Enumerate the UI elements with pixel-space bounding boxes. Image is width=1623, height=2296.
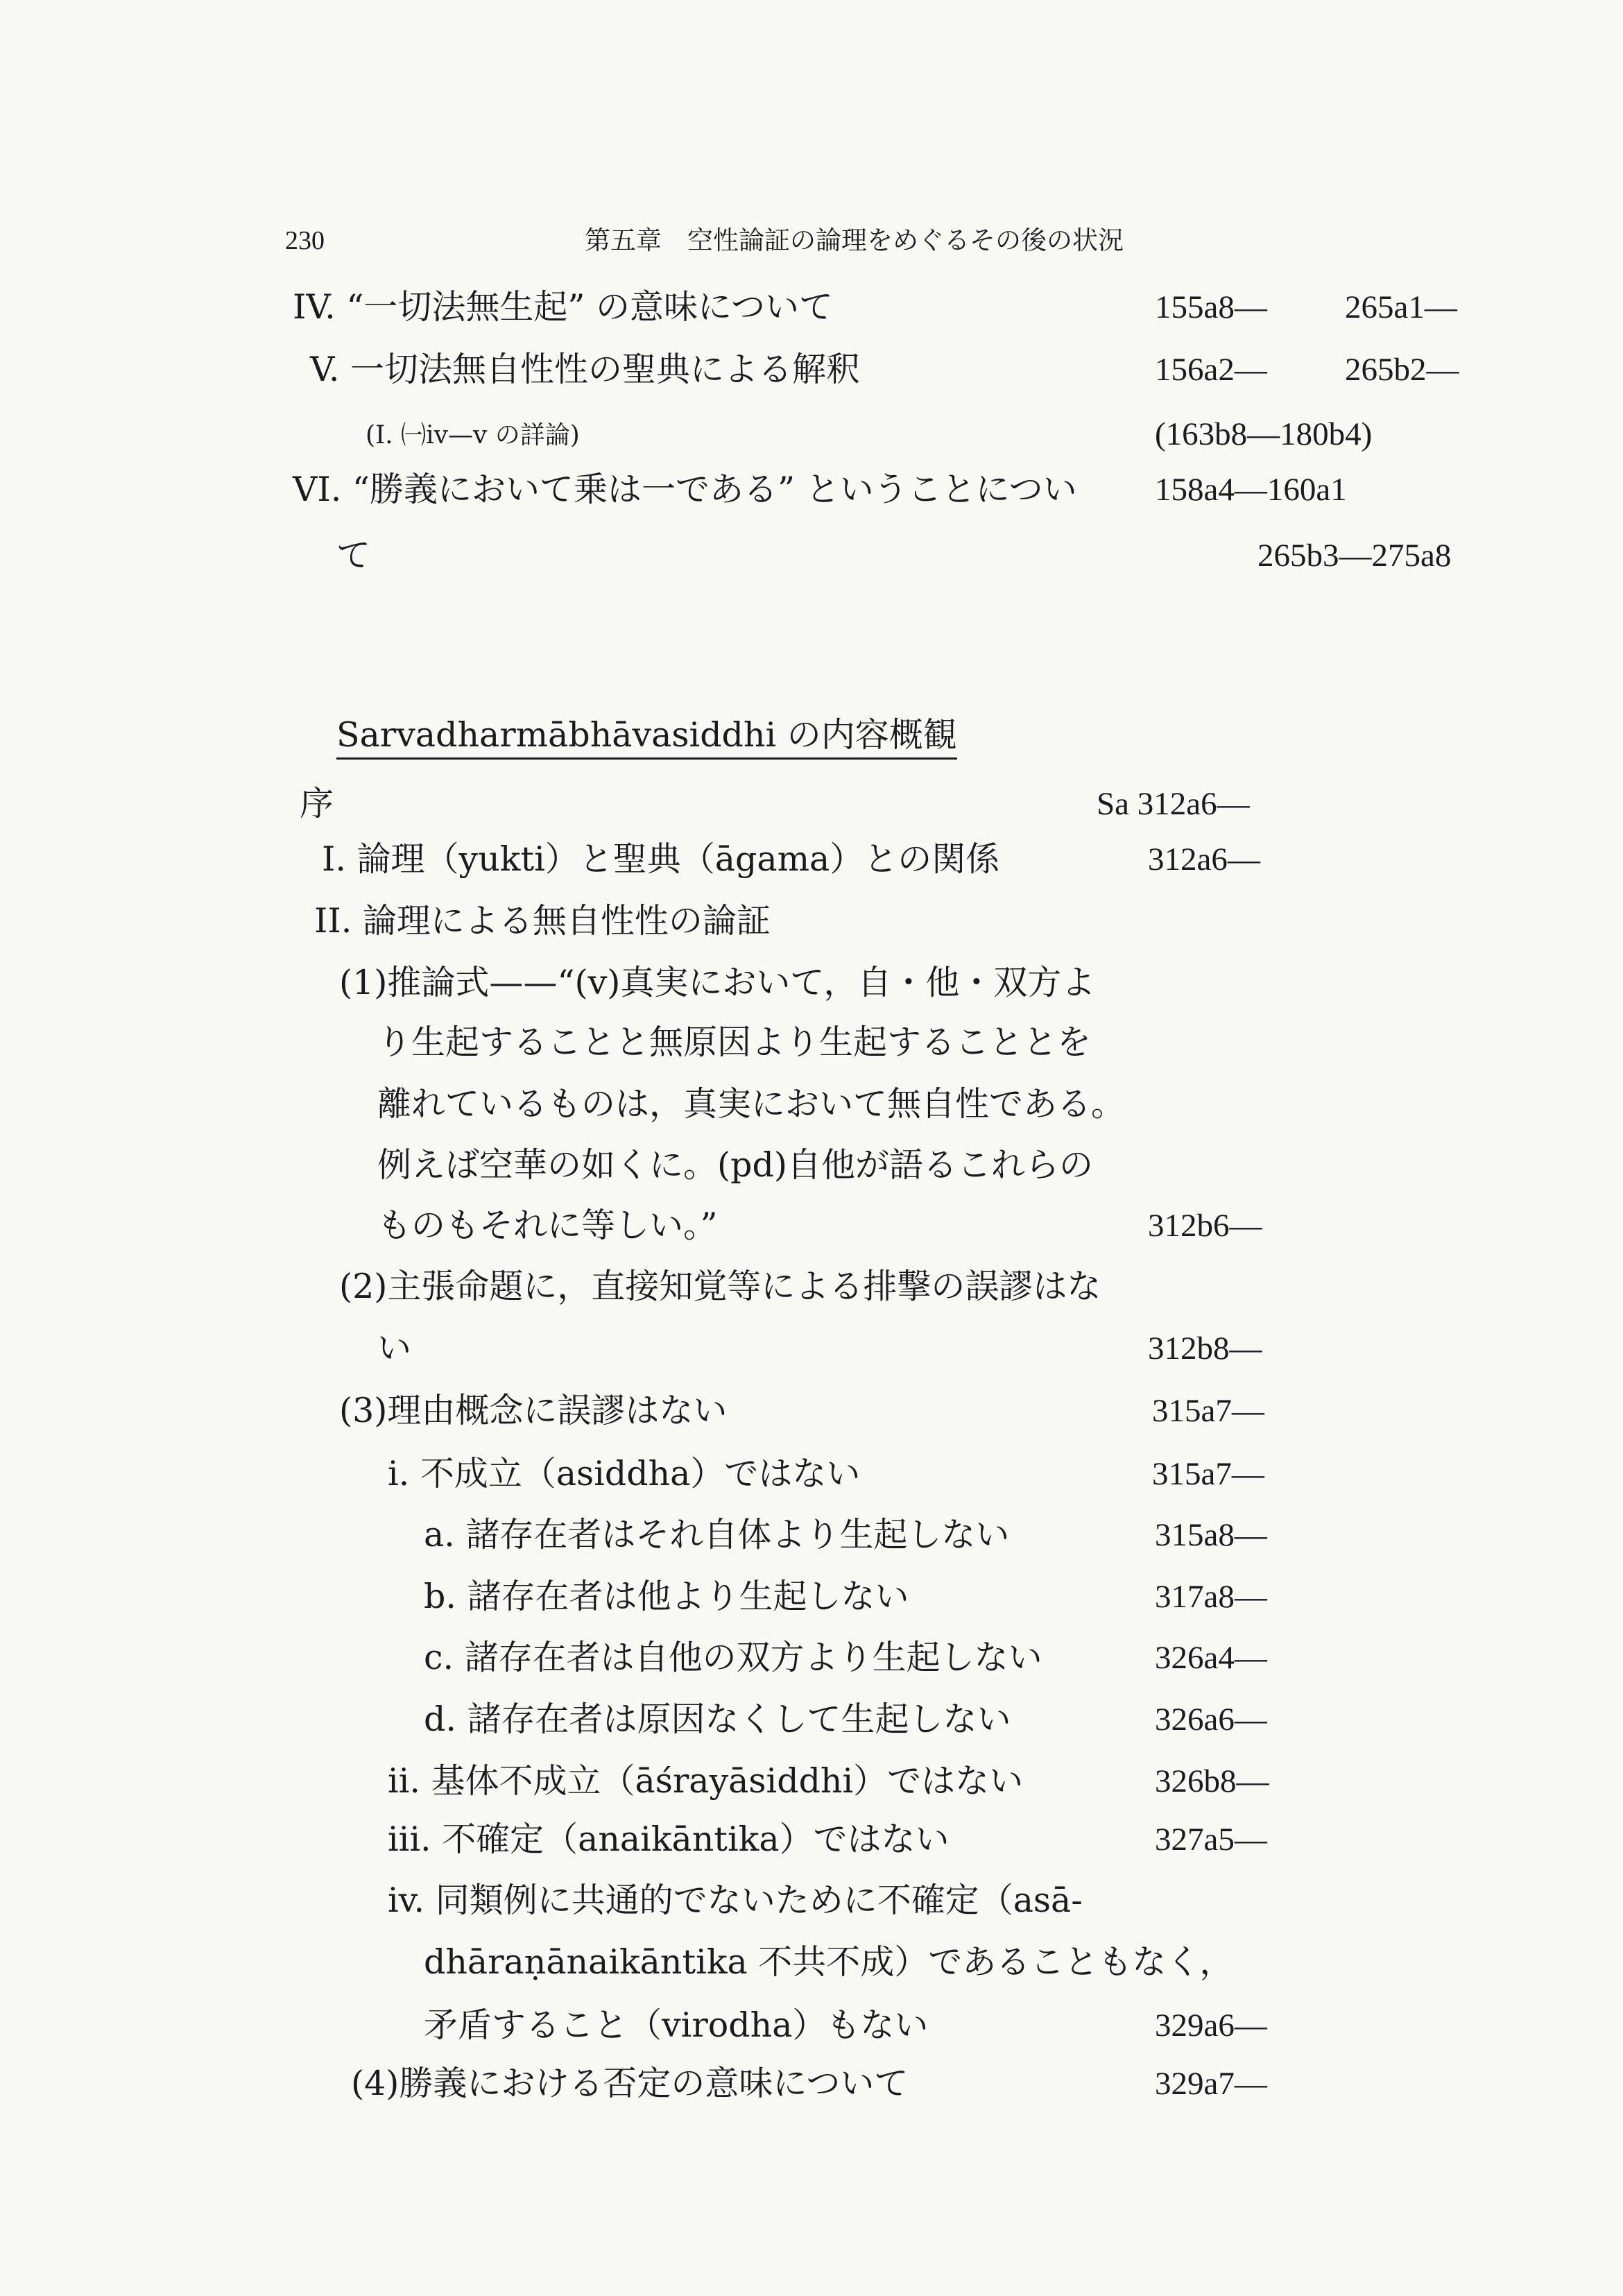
outline-line: 離れているものは，真実において無自性である。 xyxy=(377,1084,1126,1124)
outline-line: り生起することと無原因より生起することとを xyxy=(377,1022,1092,1062)
outline-line: ものもそれに等しい。” xyxy=(377,1206,718,1245)
outline-line: c. 諸存在者は自他の双方より生起しない xyxy=(424,1638,1042,1677)
outline-line: I. 論理（yukti）と聖典（āgama）との関係 xyxy=(322,839,1000,879)
upper-entry-vi: VI. “勝義において乗は一である” ということについ xyxy=(293,470,1077,509)
upper-entry-v: V. 一切法無自性性の聖典による解釈 xyxy=(310,350,860,389)
outline-line: d. 諸存在者は原因なくして生起しない xyxy=(424,1699,1011,1739)
outline-ref: 312a6— xyxy=(1148,841,1260,877)
upper-entry-note: (I. ㈠iv—v の詳論) xyxy=(366,421,580,449)
upper-entry-iv-ref1: 155a8— xyxy=(1155,289,1267,325)
outline-ref: 326a4— xyxy=(1155,1640,1267,1676)
outline-line: (2)主張命題に，直接知覚等による排撃の誤謬はな xyxy=(339,1267,1101,1306)
outline-line: iv. 同類例に共通的でないために不確定（asā- xyxy=(388,1881,1083,1920)
upper-entry-vi-ref1: 158a4—160a1 xyxy=(1155,472,1347,508)
upper-entry-iv-ref2: 265a1— xyxy=(1345,289,1457,325)
outline-line: 矛盾すること（virodha）もない xyxy=(424,2005,929,2045)
outline-ref: 317a8— xyxy=(1155,1579,1267,1615)
upper-entry-note-ref1: (163b8—180b4) xyxy=(1155,416,1373,452)
outline-line: a. 諸存在者はそれ自体より生起しない xyxy=(424,1515,1010,1554)
outline-line: II. 論理による無自性性の論証 xyxy=(314,901,771,941)
outline-ref: 315a8— xyxy=(1155,1517,1267,1553)
outline-line: b. 諸存在者は他より生起しない xyxy=(424,1577,909,1616)
outline-line: ii. 基体不成立（āśrayāsiddhi）ではない xyxy=(388,1761,1024,1801)
outline-ref: 329a7— xyxy=(1155,2066,1267,2102)
upper-entry-vi-continued: て xyxy=(336,536,371,575)
outline-line: iii. 不確定（anaikāntika）ではない xyxy=(388,1819,950,1859)
outline-line: 例えば空華の如くに。(pd)自他が語るこれらの xyxy=(377,1145,1093,1185)
section-title: Sarvadharmābhāvasiddhi の内容概観 xyxy=(336,714,957,760)
upper-entry-iv: IV. “一切法無生起” の意味について xyxy=(293,287,834,327)
running-title: 第五章 空性論証の論理をめぐるその後の状況 xyxy=(585,225,1124,255)
outline-ref: 327a5— xyxy=(1155,1822,1267,1858)
page-number: 230 xyxy=(285,226,325,255)
outline-line: (3)理由概念に誤謬はない xyxy=(339,1391,728,1430)
outline-ref: 329a6— xyxy=(1155,2007,1267,2044)
upper-entry-vi-ref2: 265b3—275a8 xyxy=(1257,538,1452,574)
outline-ref: 315a7— xyxy=(1152,1393,1264,1429)
outline-ref: 326a6— xyxy=(1155,1702,1267,1738)
outline-ref: 312b6— xyxy=(1148,1208,1262,1244)
upper-entry-v-ref2: 265b2— xyxy=(1345,352,1459,388)
outline-line: i. 不成立（asiddha）ではない xyxy=(388,1454,861,1493)
outline-line: (4)勝義における否定の意味について xyxy=(351,2064,909,2103)
outline-ref: Sa 312a6— xyxy=(1097,786,1250,822)
outline-line: (1)推論式——“(v)真実において，自・他・双方よ xyxy=(339,963,1096,1002)
upper-entry-v-ref1: 156a2— xyxy=(1155,352,1267,388)
outline-ref: 312b8— xyxy=(1148,1330,1262,1367)
outline-line: 序 xyxy=(300,784,334,823)
outline-ref: 315a7— xyxy=(1152,1456,1264,1492)
outline-line: dhāraṇānaikāntika 不共不成）であることもなく， xyxy=(424,1942,1234,1982)
outline-ref: 326b8— xyxy=(1155,1763,1269,1799)
outline-line: い xyxy=(377,1328,412,1368)
